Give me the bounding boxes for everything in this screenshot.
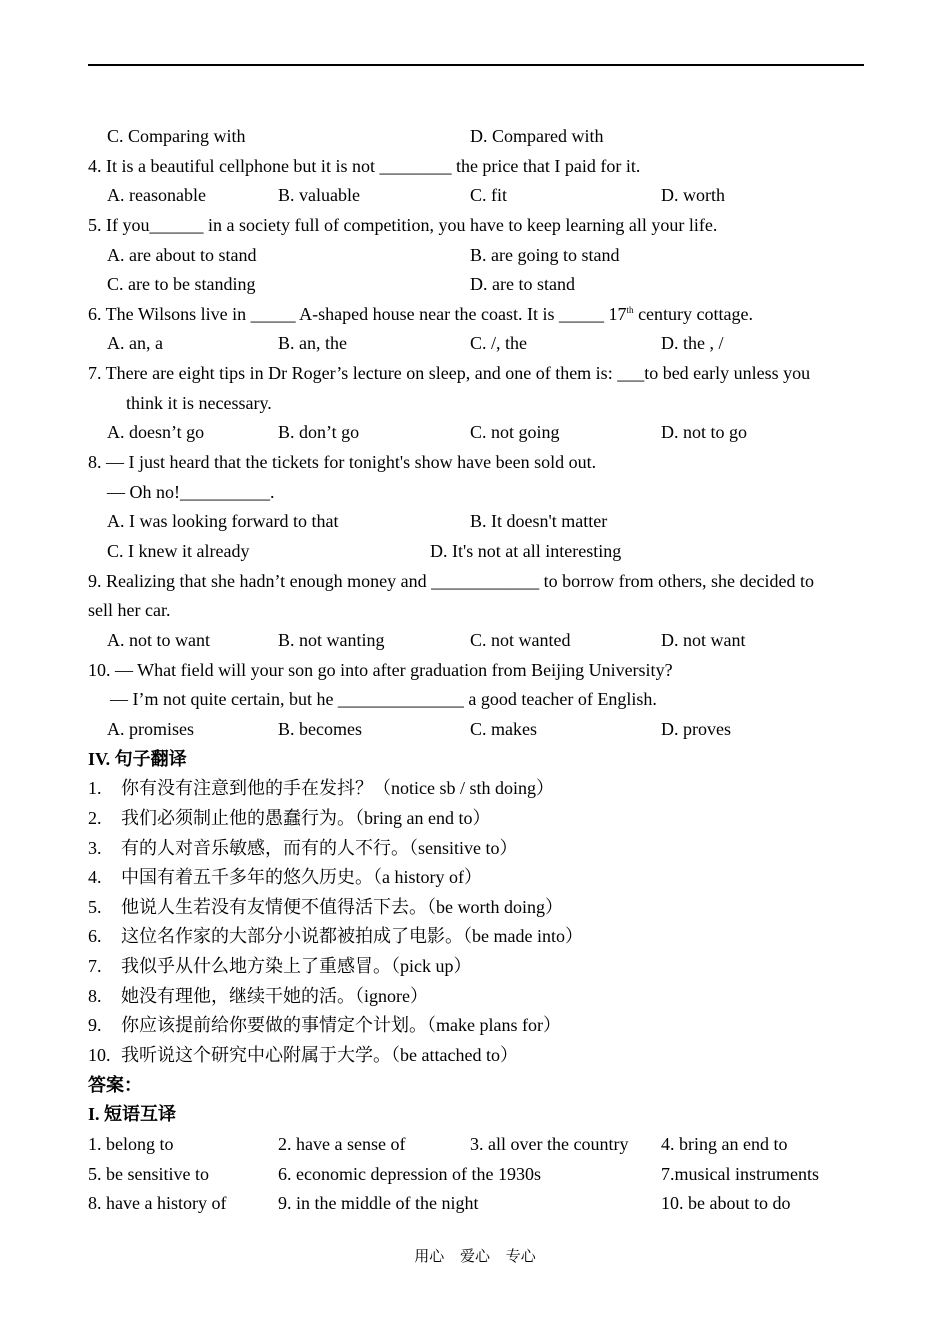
- q6-stem: [88, 300, 753, 329]
- q8-option-c: C. I knew it already: [107, 541, 250, 561]
- translation-item: [88, 863, 482, 892]
- q9-option-c: C. not wanted: [470, 630, 571, 650]
- q3-option-c: C. Comparing with: [107, 126, 246, 146]
- q6-stem-superscript: th: [626, 305, 634, 315]
- q7-option-d: D. not to go: [661, 422, 748, 442]
- q6-option-a: A. an, a: [107, 333, 163, 353]
- q4-stem: 4. It is a beautiful cellphone but it is not ________ the price that I paid for it.: [88, 156, 641, 176]
- answer-item: 8. have a history of: [88, 1193, 227, 1213]
- translation-item: [88, 774, 554, 803]
- item-number: 10.: [88, 1045, 111, 1065]
- q7-option-b: B. don’t go: [278, 422, 360, 442]
- item-number: 4.: [88, 867, 102, 887]
- q10-option-a: A. promises: [107, 719, 194, 739]
- q4-option-d: D. worth: [661, 185, 725, 205]
- q8-stem-line2: — Oh no!__________.: [107, 482, 275, 502]
- item-text: 我听说这个研究中心附属于大学。（be attached to）: [121, 1045, 518, 1065]
- item-text: 她没有理他，继续干她的活。（ignore）: [121, 986, 428, 1006]
- q10-option-c: C. makes: [470, 719, 537, 739]
- footer-text-3: 专心: [505, 1249, 536, 1265]
- item-number: 2.: [88, 808, 102, 828]
- q6-stem-part2: century cottage.: [633, 304, 754, 324]
- footer-text-1: 用心: [414, 1249, 445, 1265]
- q6-stem-part1: 6. The Wilsons live in _____ A-shaped house near the coast. It is _____ 17: [88, 304, 627, 324]
- answer-item: 3. all over the country: [470, 1134, 629, 1154]
- q4-option-b: B. valuable: [278, 185, 360, 205]
- q9-stem-line1: 9. Realizing that she hadn’t enough money and ____________ to borrow from others, she decided to: [88, 571, 815, 591]
- answers-section1-title: I. 短语互译: [88, 1104, 177, 1124]
- item-number: 8.: [88, 986, 102, 1006]
- item-text: 这位名作家的大部分小说都被拍成了电影。（be made into）: [121, 926, 583, 946]
- q8-option-b: B. It doesn't matter: [470, 511, 608, 531]
- q10-stem-line2: — I’m not quite certain, but he ______________ a good teacher of English.: [110, 689, 657, 709]
- q5-option-c: C. are to be standing: [107, 274, 256, 294]
- item-text: 我们必须制止他的愚蠢行为。（bring an end to）: [121, 808, 491, 828]
- q5-option-b: B. are going to stand: [470, 245, 620, 265]
- item-number: 6.: [88, 926, 102, 946]
- footer-text-2: 爱心: [459, 1249, 490, 1265]
- item-text: 他说人生若没有友情便不值得活下去。（be worth doing）: [121, 897, 563, 917]
- answer-item: 9. in the middle of the night: [278, 1193, 479, 1213]
- translation-item: [88, 1011, 561, 1040]
- item-number: 5.: [88, 897, 102, 917]
- answers-title: 答案：: [88, 1075, 142, 1095]
- q7-option-a: A. doesn’t go: [107, 422, 205, 442]
- q8-option-a: A. I was looking forward to that: [107, 511, 339, 531]
- item-number: 3.: [88, 838, 102, 858]
- q5-option-a: A. are about to stand: [107, 245, 257, 265]
- q8-stem-line1: 8. — I just heard that the tickets for tonight's show have been sold out.: [88, 452, 597, 472]
- translation-item: [88, 952, 472, 981]
- translation-item: [88, 922, 583, 951]
- q7-stem-line2: think it is necessary.: [126, 393, 272, 413]
- q10-stem-line1: 10. — What field will your son go into after graduation from Beijing University?: [88, 660, 673, 680]
- q3-option-d: D. Compared with: [470, 126, 604, 146]
- answer-item: 2. have a sense of: [278, 1134, 406, 1154]
- q6-option-d: D. the , /: [661, 333, 724, 353]
- page-footer: [0, 1245, 950, 1266]
- answer-item: 5. be sensitive to: [88, 1164, 209, 1184]
- translation-item: [88, 804, 490, 833]
- q5-stem: 5. If you______ in a society full of competition, you have to keep learning all your life.: [88, 215, 718, 235]
- item-number: 1.: [88, 778, 102, 798]
- item-number: 9.: [88, 1015, 102, 1035]
- item-number: 7.: [88, 956, 102, 976]
- item-text: 有的人对音乐敏感，而有的人不行。（sensitive to）: [121, 838, 518, 858]
- section-title-translation: IV. 句子翻译: [88, 749, 187, 769]
- q9-option-a: A. not to want: [107, 630, 210, 650]
- q6-option-c: C. /, the: [470, 333, 527, 353]
- q4-option-c: C. fit: [470, 185, 508, 205]
- item-text: 我似乎从什么地方染上了重感冒。（pick up）: [121, 956, 472, 976]
- header-rule: [88, 64, 864, 66]
- answer-item: 1. belong to: [88, 1134, 174, 1154]
- translation-item: [88, 893, 563, 922]
- q8-option-d: D. It's not at all interesting: [430, 541, 622, 561]
- q10-option-d: D. proves: [661, 719, 731, 739]
- q7-stem-line1: 7. There are eight tips in Dr Roger’s lecture on sleep, and one of them is: ___to bed early unless you: [88, 363, 811, 383]
- translation-item: [88, 1041, 518, 1070]
- item-text: 你应该提前给你要做的事情定个计划。（make plans for）: [121, 1015, 561, 1035]
- q9-option-b: B. not wanting: [278, 630, 385, 650]
- answer-item: 4. bring an end to: [661, 1134, 788, 1154]
- item-text: 你有没有注意到他的手在发抖？（notice sb / sth doing）: [121, 778, 554, 798]
- translation-item: [88, 982, 428, 1011]
- q4-option-a: A. reasonable: [107, 185, 206, 205]
- answer-item: 7.musical instruments: [661, 1164, 819, 1184]
- q7-option-c: C. not going: [470, 422, 560, 442]
- item-text: 中国有着五千多年的悠久历史。（a history of）: [121, 867, 482, 887]
- answer-item: 6. economic depression of the 1930s: [278, 1164, 541, 1184]
- q6-option-b: B. an, the: [278, 333, 347, 353]
- answer-item: 10. be about to do: [661, 1193, 791, 1213]
- translation-item: [88, 834, 518, 863]
- q5-option-d: D. are to stand: [470, 274, 575, 294]
- q9-option-d: D. not want: [661, 630, 746, 650]
- q9-stem-line2: sell her car.: [88, 600, 171, 620]
- q10-option-b: B. becomes: [278, 719, 362, 739]
